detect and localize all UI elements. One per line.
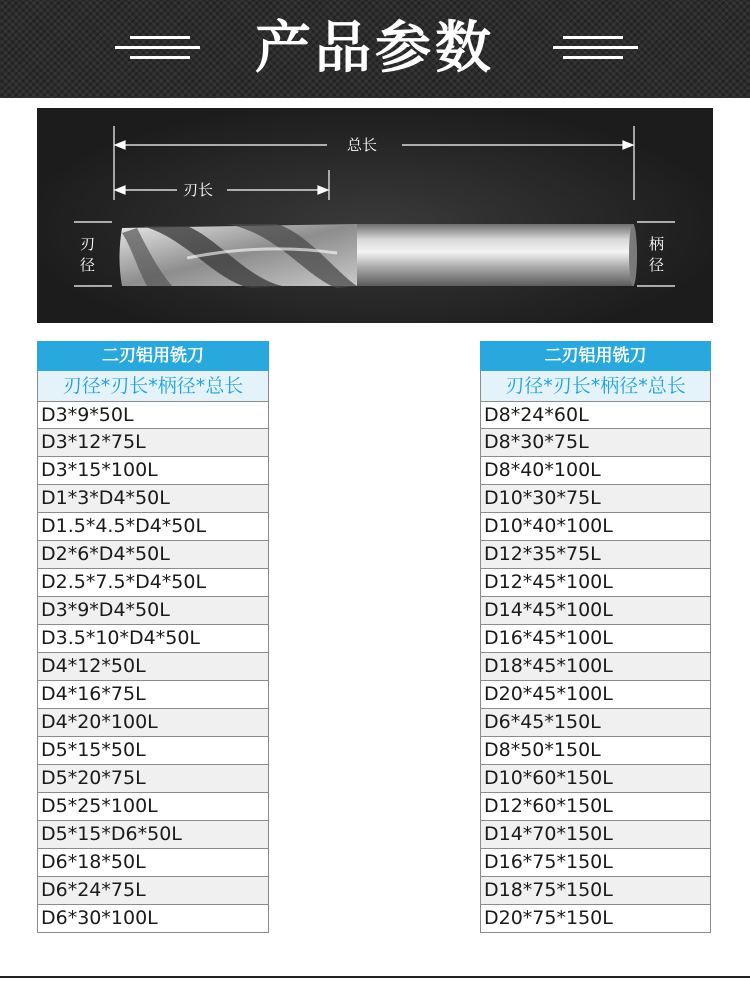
table-row: D6*30*100L [37,905,269,933]
table-row: D1*3*D4*50L [37,485,269,513]
table-row: D10*60*150L [480,765,711,793]
spec-table-left [37,341,269,933]
blade-diameter-label-1: 刃 [80,235,96,253]
product-photo [37,108,713,323]
table-row: D4*16*75L [37,681,269,709]
table-row: D6*18*50L [37,849,269,877]
table-row: D20*75*150L [480,905,711,933]
table-rows [480,401,711,933]
shank-diameter-label-2: 径 [649,256,665,274]
header-banner [0,0,750,98]
table-row: D4*12*50L [37,653,269,681]
table-row: D3*9*50L [37,401,269,429]
table-row: D6*45*150L [480,709,711,737]
table-row: D10*30*75L [480,485,711,513]
table-row: D2*6*D4*50L [37,541,269,569]
table-row: D16*75*150L [480,849,711,877]
bottom-divider [0,976,750,978]
table-row: D8*40*100L [480,457,711,485]
blade-length-label: 刃长 [183,181,214,199]
table-row: D3*15*100L [37,457,269,485]
table-row: D8*24*60L [480,401,711,429]
table-row: D10*40*100L [480,513,711,541]
table-row: D6*24*75L [37,877,269,905]
table-row: D3*9*D4*50L [37,597,269,625]
table-row: D12*60*150L [480,793,711,821]
table-row: D2.5*7.5*D4*50L [37,569,269,597]
table-title: 二刃铝用铣刀 [480,341,711,371]
table-row: D18*45*100L [480,653,711,681]
table-row: D16*45*100L [480,625,711,653]
table-row: D4*20*100L [37,709,269,737]
shank-body [357,224,634,286]
table-title: 二刃铝用铣刀 [37,341,269,371]
table-row: D5*20*75L [37,765,269,793]
table-row: D8*30*75L [480,429,711,457]
total-length-label: 总长 [347,136,378,154]
shank-diameter-label-1: 柄 [649,235,665,253]
table-column-header: 刃径*刃长*柄径*总长 [480,371,711,401]
table-row: D14*70*150L [480,821,711,849]
table-rows [37,401,269,933]
table-row: D5*15*D6*50L [37,821,269,849]
table-row: D3.5*10*D4*50L [37,625,269,653]
table-row: D20*45*100L [480,681,711,709]
table-row: D18*75*150L [480,877,711,905]
table-row: D14*45*100L [480,597,711,625]
table-row: D5*25*100L [37,793,269,821]
table-row: D12*35*75L [480,541,711,569]
blade-diameter-label-2: 径 [80,256,96,274]
table-row: D1.5*4.5*D4*50L [37,513,269,541]
table-row: D8*50*150L [480,737,711,765]
page-title: 产品参数 [255,16,495,81]
table-row: D3*12*75L [37,429,269,457]
table-row: D5*15*50L [37,737,269,765]
table-row: D12*45*100L [480,569,711,597]
table-column-header: 刃径*刃长*柄径*总长 [37,371,269,401]
spec-table-right [480,341,711,933]
